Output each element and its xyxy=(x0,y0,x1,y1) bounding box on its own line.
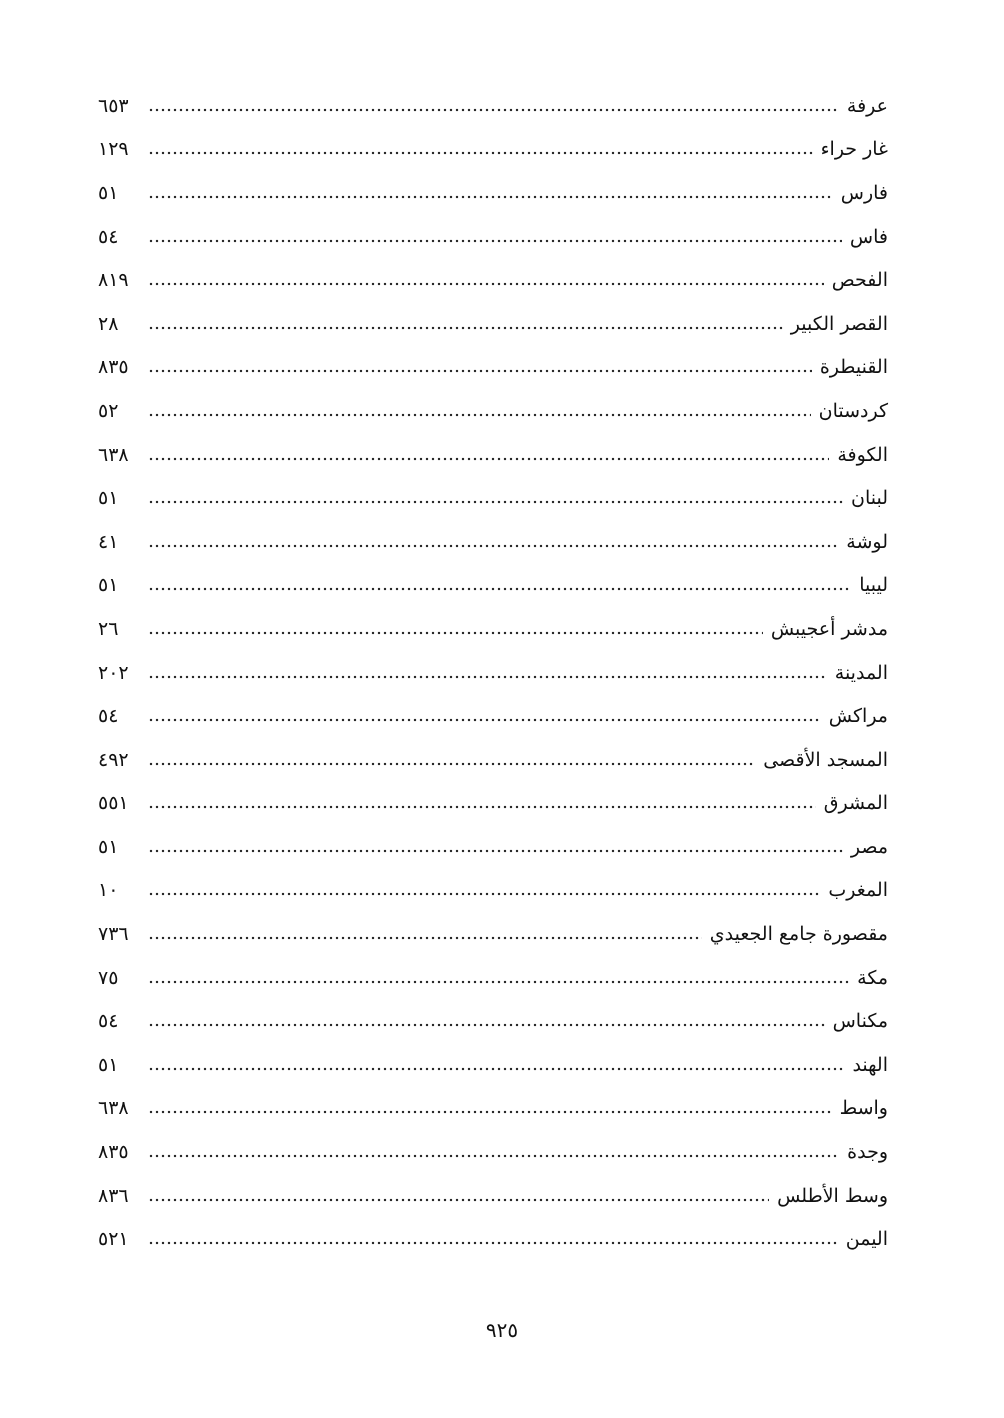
entry-page: ٥٤ xyxy=(98,225,119,248)
entry-page: ٦٣٨ xyxy=(98,443,129,466)
entry-name: مقصورة جامع الجعيدي xyxy=(709,923,888,946)
entry-name: مراكش xyxy=(828,705,888,728)
entry-name: لبنان xyxy=(851,487,888,510)
leader-dots xyxy=(148,1241,838,1245)
leader-dots xyxy=(148,1198,769,1202)
index-entry xyxy=(98,869,888,913)
entry-name: المدينة xyxy=(834,661,888,684)
entry-name: اليمن xyxy=(845,1228,888,1251)
entry-name: المشرق xyxy=(823,792,888,815)
leader-dots xyxy=(148,587,851,591)
leader-dots xyxy=(148,369,812,373)
leader-dots xyxy=(148,980,849,984)
leader-dots xyxy=(148,1154,839,1158)
leader-dots xyxy=(148,413,811,417)
entry-name: مدشر أعجيبش xyxy=(770,617,888,640)
entry-name: غار حراء xyxy=(820,138,888,161)
entry-name: القصر الكبير xyxy=(790,312,888,335)
entry-page: ٥١ xyxy=(98,1053,119,1076)
entry-name: عرفة xyxy=(846,94,888,117)
entry-page: ٨٣٥ xyxy=(98,356,129,379)
index-entry xyxy=(98,389,888,433)
leader-dots xyxy=(148,1110,832,1114)
entry-page: ٥٢ xyxy=(98,399,119,422)
leader-dots xyxy=(148,675,827,679)
leader-dots xyxy=(148,936,702,940)
leader-dots xyxy=(148,631,763,635)
entry-name: مكة xyxy=(857,966,888,989)
entry-page: ٢٨ xyxy=(98,312,119,335)
entry-name: كردستان xyxy=(818,399,888,422)
entry-page: ٨٣٦ xyxy=(98,1184,129,1207)
leader-dots xyxy=(148,108,839,112)
entry-page: ٥٤ xyxy=(98,1010,119,1033)
leader-dots xyxy=(148,282,824,286)
index-entry xyxy=(98,302,888,346)
entry-page: ٥١ xyxy=(98,487,119,510)
entry-page: ٥١ xyxy=(98,835,119,858)
entry-name: وسط الأطلس xyxy=(777,1184,888,1207)
index-entry xyxy=(98,476,888,520)
entry-page: ١٢٩ xyxy=(98,138,129,161)
leader-dots xyxy=(148,805,816,809)
entry-name: فارس xyxy=(840,181,888,204)
entry-page: ٨٣٥ xyxy=(98,1141,129,1164)
index-entry xyxy=(98,433,888,477)
entry-page: ٦٣٨ xyxy=(98,1097,129,1120)
leader-dots xyxy=(148,151,813,155)
index-entry xyxy=(98,912,888,956)
leader-dots xyxy=(148,718,821,722)
leader-dots xyxy=(148,195,833,199)
index-entry xyxy=(98,1087,888,1131)
index-entry xyxy=(98,171,888,215)
leader-dots xyxy=(148,892,820,896)
entry-page: ٥١ xyxy=(98,574,119,597)
entry-name: الكوفة xyxy=(837,443,888,466)
entry-page: ٢٦ xyxy=(98,617,119,640)
leader-dots xyxy=(148,457,829,461)
entry-name: القنيطرة xyxy=(819,356,888,379)
index-entry xyxy=(98,84,888,128)
index-entry xyxy=(98,1174,888,1218)
index-entry xyxy=(98,651,888,695)
entry-page: ١٠ xyxy=(98,879,119,902)
leader-dots xyxy=(148,544,838,548)
entry-page: ٥٢١ xyxy=(98,1228,129,1251)
index-entry xyxy=(98,956,888,1000)
entry-name: واسط xyxy=(839,1097,888,1120)
leader-dots xyxy=(148,239,842,243)
index-entry xyxy=(98,258,888,302)
index-entry xyxy=(98,825,888,869)
entry-page: ٥٤ xyxy=(98,705,119,728)
entry-page: ٥١ xyxy=(98,181,119,204)
leader-dots xyxy=(148,326,783,330)
index-entry xyxy=(98,346,888,390)
entry-page: ٤١ xyxy=(98,530,119,553)
index-entry xyxy=(98,1130,888,1174)
index-entry xyxy=(98,128,888,172)
index-entry xyxy=(98,738,888,782)
entry-name: ليبيا xyxy=(859,574,888,597)
index-entry xyxy=(98,782,888,826)
entry-name: الفحص xyxy=(831,269,888,292)
entry-page: ٢٠٢ xyxy=(98,661,129,684)
index-entry xyxy=(98,999,888,1043)
entry-page: ٧٥ xyxy=(98,966,119,989)
index-entry xyxy=(98,215,888,259)
index-entry xyxy=(98,564,888,608)
entry-name: المسجد الأقصى xyxy=(763,748,888,771)
entry-name: المغرب xyxy=(828,879,888,902)
entry-page: ٤٩٢ xyxy=(98,748,129,771)
page-number: ٩٢٥ xyxy=(485,1318,519,1342)
entry-name: مصر xyxy=(850,835,888,858)
entry-page: ٦٥٣ xyxy=(98,94,129,117)
entry-page: ٧٣٦ xyxy=(98,923,129,946)
leader-dots xyxy=(148,1067,844,1071)
entry-name: الهند xyxy=(852,1053,888,1076)
index-entry xyxy=(98,694,888,738)
entry-name: مكناس xyxy=(832,1010,888,1033)
entry-page: ٨١٩ xyxy=(98,269,129,292)
leader-dots xyxy=(148,1023,825,1027)
leader-dots xyxy=(148,762,755,766)
index-entry xyxy=(98,607,888,651)
leader-dots xyxy=(148,849,843,853)
index-entry xyxy=(98,520,888,564)
leader-dots xyxy=(148,500,843,504)
entry-name: لوشة xyxy=(846,530,888,553)
entry-page: ٥٥١ xyxy=(98,792,129,815)
index-entry xyxy=(98,1043,888,1087)
place-index-list xyxy=(98,84,888,1261)
entry-name: فاس xyxy=(849,225,888,248)
entry-name: وجدة xyxy=(847,1141,888,1164)
index-entry xyxy=(98,1217,888,1261)
